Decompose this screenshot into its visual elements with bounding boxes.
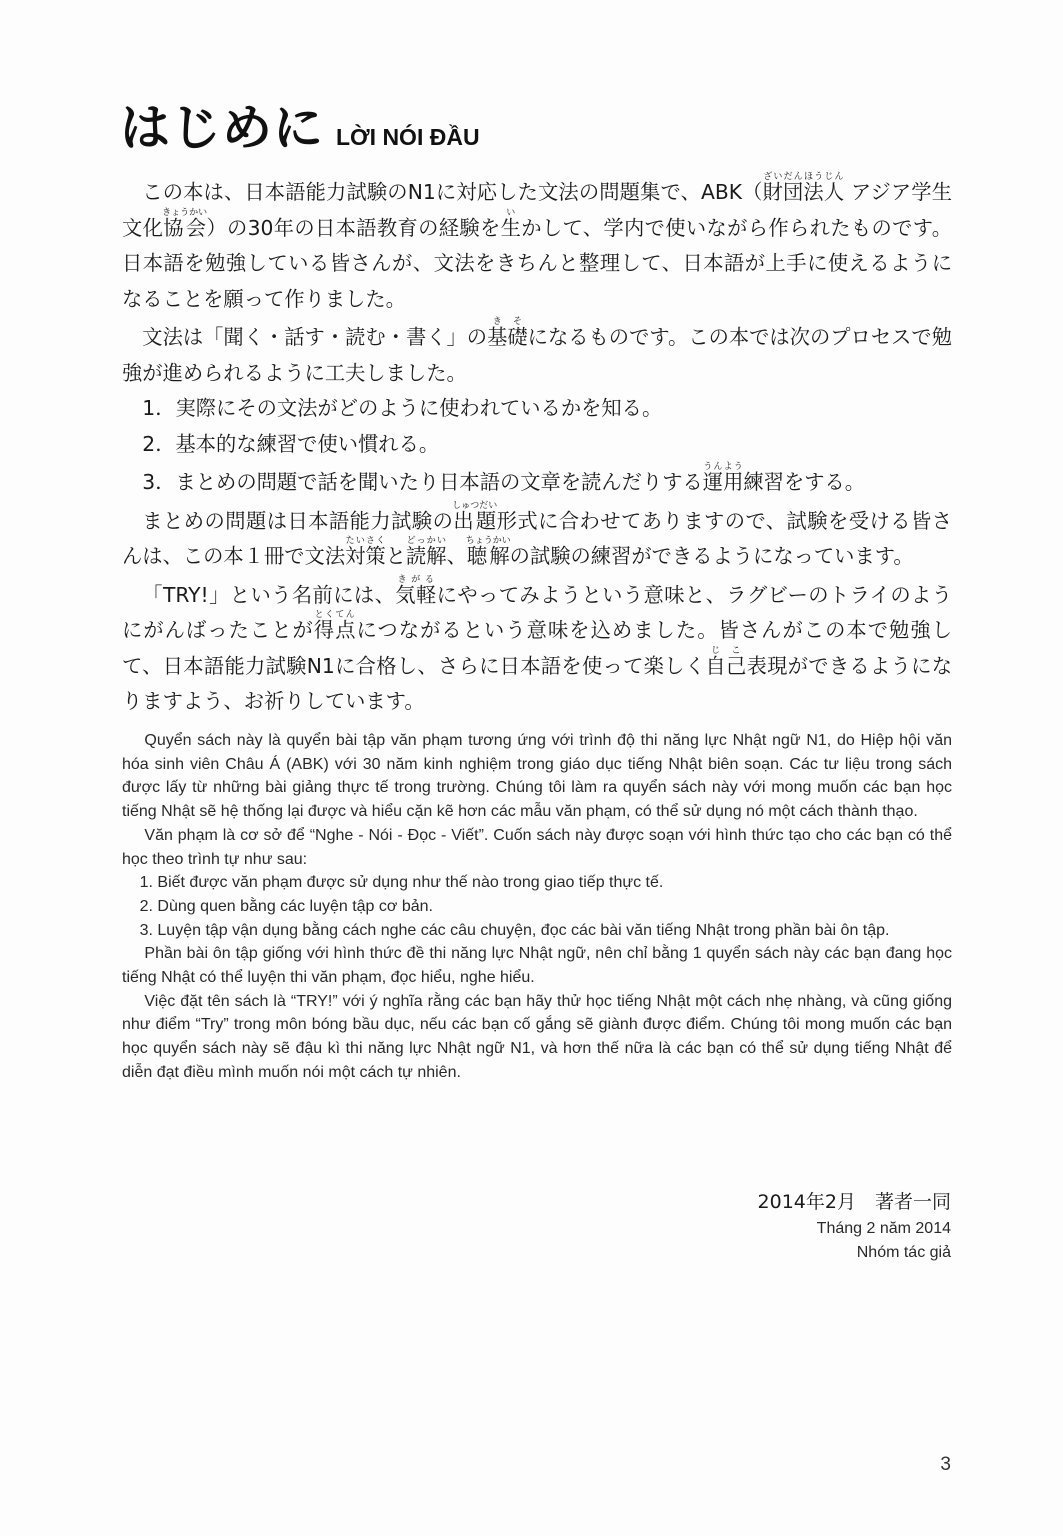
jp-ruby: 対策たいさく — [345, 536, 386, 568]
signature-block — [758, 1187, 951, 1265]
jp-ruby: 生い — [500, 207, 522, 240]
jp-ruby: 基礎きそ — [487, 317, 528, 349]
vi-paragraph-1: Quyển sách này là quyển bài tập văn phạm tương ứng với trình độ thi năng lực Nhật ngữ N1, do Hiệp hội văn hóa sinh viên Châu Á (ABK) với 30 năm kinh nghiệm trong giáo dục tiếng Nhật biên soạn. Các tư liệu trong sách được lấy từ những bài giảng thực tế trong trường. Chúng tôi làm ra quyển sách này với mong muốn các bạn học tiếng Nhật sẽ hệ thống lại được và hiểu cặn kẽ hơn các mẫu văn phạm, có thể sử dụng nó một cách thành thạo. — [122, 732, 952, 821]
signature-date: Tháng 2 năm 2014 — [816, 1220, 951, 1237]
vi-paragraph-2: Văn phạm là cơ sở để “Nghe - Nói - Đọc - Viết”. Cuốn sách này được soạn với hình thức tạo cho các bạn có thể học theo trình tự như sau: — [122, 826, 952, 868]
jp-paragraph-2: 文法は「聞く・話す・読む・書く」の基礎きそになるものです。この本では次のプロセスで勉強が進められるように工夫しました。 — [122, 317, 952, 385]
jp-ruby: 運用うんよう — [702, 462, 744, 494]
signature-author: Nhóm tác giả — [856, 1244, 951, 1261]
page-number: 3 — [940, 1454, 951, 1475]
jp-paragraph-1: この本は、日本語能力試験のN1に対応した文法の問題集で、ABK（財団法人ざいだんほうじん アジア学生文化協会きょうかい）の30年の日本語教育の経験を生いかして、学内で使いながら作られたものです。日本語を勉強している皆さんが、文法をきちんと整理して、日本語が上手に使えるようになることを願って作りました。 — [122, 172, 952, 311]
heading-vietnamese: LỜI NÓI ĐẦU — [336, 124, 480, 150]
page-heading — [120, 98, 480, 158]
vietnamese-body — [122, 729, 952, 1085]
vi-list-item-1: 1. Biết được văn phạm được sử dụng như thế nào trong giao tiếp thực tế. — [139, 874, 664, 892]
vi-list-item-2: 2. Dùng quen bằng các luyện tập cơ bản. — [139, 897, 433, 915]
jp-ruby: 聴解ちょうかい — [465, 536, 511, 568]
jp-ruby: 自己じこ — [705, 645, 747, 678]
japanese-body — [122, 172, 952, 720]
jp-ruby: 協会きょうかい — [162, 207, 208, 240]
heading-japanese: はじめに — [120, 99, 324, 157]
jp-ruby: 読解どっかい — [405, 536, 447, 568]
jp-list-item-2: 2．基本的な練習で使い慣れる。 — [142, 431, 440, 456]
jp-ruby: 得点とくてん — [313, 610, 357, 642]
jp-list-item-1: 1．実際にその文法がどのように使われているかを知る。 — [142, 396, 663, 420]
vi-list-item-3: 3. Luyện tập vận dụng bằng cách nghe các câu chuyện, đọc các bài văn tiếng Nhật trong phần bài ôn tập. — [139, 921, 890, 939]
jp-paragraph-3: まとめの問題は日本語能力試験の出題しゅつだい形式に合わせてありますので、試験を受ける皆さんは、この本１冊で文法対策たいさくと読解どっかい、聴解ちょうかいの試験の練習ができるようになっています。 — [122, 500, 952, 568]
jp-paragraph-4: 「TRY!」という名前には、気軽きがるにやってみようという意味と、ラグビーのトライのようにがんばったことが得点とくてんにつながるという意味を込めました。皆さんがこの本で勉強して、日本語能力試験N1に合格し、さらに日本語を使って楽しく自己じこ表現ができるようになりますよう、お祈りしています。 — [122, 574, 952, 713]
vi-paragraph-4: Việc đặt tên sách là “TRY!” với ý nghĩa rằng các bạn hãy thử học tiếng Nhật một cách nhẹ nhàng, và cũng giống như điểm “Try” trong môn bóng bầu dục, nếu các bạn cố gắng sẽ giành được điểm. Chúng tôi mong muốn các bạn học quyển sách này sẽ đậu kì thi năng lực Nhật ngữ N1, và hơn thế nữa là các bạn có thể sử dụng tiếng Nhật để diễn đạt điều mình muốn nói một cách tự nhiên. — [122, 992, 952, 1081]
vi-paragraph-3: Phần bài ôn tập giống với hình thức đề thi năng lực Nhật ngữ, nên chỉ bằng 1 quyển sách này các bạn đang học tiếng Nhật có thể luyện thi văn phạm, đọc hiểu, nghe hiểu. — [122, 945, 952, 987]
signature-japanese: 2014年2月 著者一同 — [757, 1191, 951, 1213]
jp-ruby: 気軽きがる — [395, 574, 437, 607]
jp-list-item-3: 3．まとめの問題で話を聞いたり日本語の文章を読んだりする運用うんよう練習をする。 — [142, 462, 866, 494]
jp-ruby: 出題しゅつだい — [452, 500, 498, 533]
jp-ruby: 財団法人ざいだんほうじん — [762, 172, 845, 204]
